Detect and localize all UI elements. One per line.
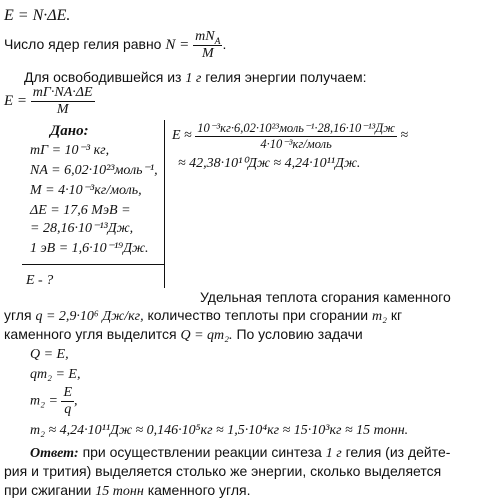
solution-line (172, 122, 408, 150)
kg-unit: кг (390, 307, 403, 323)
answer-text-c: гелия (из дейте- (345, 444, 451, 460)
answer-line-3 (4, 483, 250, 499)
released-energy-prefix: Для освободившейся из (24, 69, 182, 85)
answer-burn-text: при сжигании (4, 482, 92, 498)
specific-heat-value: q = 2,9·10⁶ Дж/кг, (35, 309, 144, 324)
energy-formula-denominator: M (56, 102, 69, 117)
helium-nuclei-line (4, 30, 226, 61)
given-row: mГ = 10⁻³ кг, (30, 143, 110, 158)
answer-text-a: при осуществлении реакции синтеза (82, 444, 322, 460)
given-row: 1 эВ = 1,6·10⁻¹⁹Дж. (30, 241, 149, 256)
paragraph-line-1: Удельная теплота сгорания каменного (200, 289, 451, 305)
heat-formula: Q = qm₂. (180, 328, 233, 343)
solution-left: E ≈ (172, 128, 192, 144)
mass-symbol: m₂ (372, 309, 387, 324)
n-formula-denominator: M (201, 46, 214, 61)
n-formula-numerator-sub: A (214, 36, 221, 47)
energy-formula-left: E = (4, 92, 28, 109)
answer-line-2: рия и трития) выделяется столько же энергии, сколько выделяется (4, 463, 442, 479)
paragraph-line-3 (4, 327, 363, 343)
released-energy-line (24, 70, 366, 86)
m2-left: m₂ = (30, 393, 58, 409)
formula-energy-total: E = N·ΔE. (4, 7, 71, 24)
energy-formula-line (4, 86, 95, 117)
coal-releases-text: каменного угля выделится (4, 326, 177, 342)
equation-qm-e: qm₂ = E, (30, 367, 81, 382)
energy-formula-fraction (31, 86, 95, 117)
m2-tail: , (74, 393, 78, 409)
given-title: Дано: (50, 123, 89, 139)
released-energy-suffix: гелия энергии получаем: (205, 69, 367, 85)
paragraph-line-2 (4, 308, 478, 324)
given-vertical-rule (164, 120, 165, 288)
solution-fraction (195, 122, 397, 150)
m2-denominator: q (64, 402, 72, 417)
m2-numerator: E (63, 385, 72, 400)
given-row: NA = 6,02·10²³моль⁻¹, (30, 163, 158, 178)
n-formula-tail: . (222, 36, 227, 53)
given-row: = 28,16·10⁻¹³Дж, (30, 221, 134, 236)
answer-amount: 1 г (325, 446, 342, 461)
n-formula-numerator: mN (195, 29, 215, 44)
energy-formula-numerator: mГ·NA·ΔE (32, 85, 93, 100)
answer-coal-text: каменного угля. (147, 482, 251, 498)
heat-text: количество теплоты при сгорании (147, 307, 369, 323)
n-formula-fraction (193, 30, 222, 61)
equation-m2-result: m₂ ≈ 4,24·10¹¹Дж ≈ 0,146·10⁵кг ≈ 1,5·10⁴кг ≈ 15·10³кг ≈ 15 тонн. (30, 423, 409, 438)
n-formula-left: N = (165, 37, 190, 54)
given-row: ΔE = 17,6 МэВ = (30, 203, 131, 218)
by-condition-text: По условию задачи (236, 326, 363, 342)
released-energy-amount: 1 г (185, 71, 202, 86)
answer-label: Ответ: (30, 446, 79, 461)
given-divider (22, 264, 164, 265)
given-row: M = 4·10⁻³кг/моль, (30, 183, 142, 198)
answer-line-1 (30, 445, 450, 461)
helium-nuclei-text: Число ядер гелия равно (4, 36, 162, 53)
equation-m2-fraction (30, 386, 78, 417)
solution-denominator: 4·10⁻³кг/моль (260, 136, 332, 151)
m2-fraction (61, 386, 74, 417)
answer-tons: 15 тонн (95, 484, 144, 499)
find-label: E - ? (26, 273, 54, 288)
equation-q-e: Q = E, (30, 347, 69, 362)
coal-word: угля (4, 307, 32, 323)
solution-result: ≈ 42,38·10¹⁰Дж ≈ 4,24·10¹¹Дж. (178, 156, 361, 171)
solution-numerator: 10⁻³кг·6,02·10²³моль⁻¹·28,16·10⁻¹³Дж (197, 121, 395, 135)
solution-approx-tail: ≈ (400, 128, 409, 144)
